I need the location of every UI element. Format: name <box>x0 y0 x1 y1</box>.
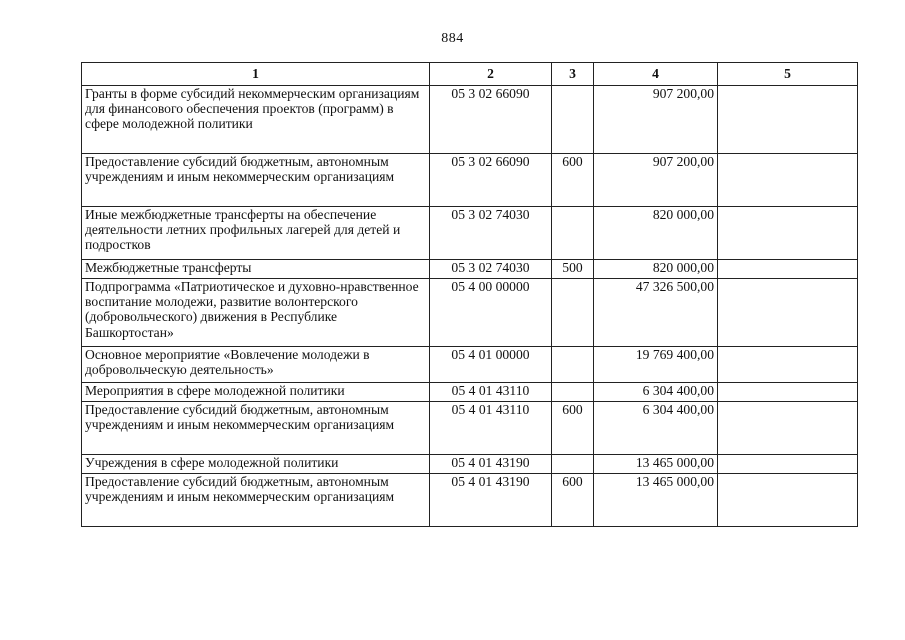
row-kind: 600 <box>552 402 594 455</box>
row-code: 05 3 02 66090 <box>430 154 552 207</box>
budget-table <box>81 62 858 527</box>
row-amount: 13 465 000,00 <box>594 474 718 527</box>
row-kind <box>552 455 594 474</box>
row-code: 05 4 01 43110 <box>430 402 552 455</box>
row-extra <box>718 279 858 347</box>
row-name: Гранты в форме субсидий некоммерческим организациям для финансового обеспечения проектов (программ) в сфере молодежной политики <box>82 86 430 154</box>
row-kind: 600 <box>552 154 594 207</box>
table-row <box>82 86 858 154</box>
row-amount: 820 000,00 <box>594 260 718 279</box>
row-extra <box>718 207 858 260</box>
row-kind: 600 <box>552 474 594 527</box>
row-name: Учреждения в сфере молодежной политики <box>82 455 430 474</box>
row-code: 05 3 02 74030 <box>430 260 552 279</box>
row-amount: 907 200,00 <box>594 86 718 154</box>
table-row <box>82 260 858 279</box>
table-row <box>82 402 858 455</box>
row-extra <box>718 86 858 154</box>
row-kind <box>552 86 594 154</box>
row-extra <box>718 455 858 474</box>
table-row <box>82 347 858 383</box>
row-amount: 19 769 400,00 <box>594 347 718 383</box>
row-amount: 907 200,00 <box>594 154 718 207</box>
row-kind <box>552 347 594 383</box>
header-col-kind: 3 <box>552 63 594 86</box>
table-row <box>82 455 858 474</box>
row-code: 05 4 01 00000 <box>430 347 552 383</box>
page-number: 884 <box>441 31 464 46</box>
row-code: 05 3 02 74030 <box>430 207 552 260</box>
row-kind <box>552 383 594 402</box>
row-kind: 500 <box>552 260 594 279</box>
row-extra <box>718 383 858 402</box>
table-row <box>82 279 858 347</box>
header-col-extra: 5 <box>718 63 858 86</box>
header-col-name: 1 <box>82 63 430 86</box>
row-amount: 6 304 400,00 <box>594 383 718 402</box>
table-row <box>82 154 858 207</box>
row-code: 05 4 01 43190 <box>430 455 552 474</box>
row-extra <box>718 347 858 383</box>
table-row <box>82 207 858 260</box>
row-name: Предоставление субсидий бюджетным, автономным учреждениям и иным некоммерческим организациям <box>82 402 430 455</box>
row-name: Межбюджетные трансферты <box>82 260 430 279</box>
header-col-code: 2 <box>430 63 552 86</box>
row-code: 05 4 01 43190 <box>430 474 552 527</box>
row-extra <box>718 260 858 279</box>
row-code: 05 4 01 43110 <box>430 383 552 402</box>
row-name: Предоставление субсидий бюджетным, автономным учреждениям и иным некоммерческим организациям <box>82 474 430 527</box>
row-name: Мероприятия в сфере молодежной политики <box>82 383 430 402</box>
row-extra <box>718 154 858 207</box>
row-name: Иные межбюджетные трансферты на обеспечение деятельности летних профильных лагерей для детей и подростков <box>82 207 430 260</box>
table-row <box>82 474 858 527</box>
row-amount: 47 326 500,00 <box>594 279 718 347</box>
row-name: Подпрограмма «Патриотическое и духовно-нравственное воспитание молодежи, развитие волонтерского (добровольческого) движения в Республике Башкортостан» <box>82 279 430 347</box>
row-code: 05 4 00 00000 <box>430 279 552 347</box>
row-amount: 820 000,00 <box>594 207 718 260</box>
row-kind <box>552 207 594 260</box>
row-kind <box>552 279 594 347</box>
row-code: 05 3 02 66090 <box>430 86 552 154</box>
row-amount: 13 465 000,00 <box>594 455 718 474</box>
row-extra <box>718 474 858 527</box>
header-row <box>82 63 858 86</box>
header-col-amount: 4 <box>594 63 718 86</box>
row-name: Предоставление субсидий бюджетным, автономным учреждениям и иным некоммерческим организациям <box>82 154 430 207</box>
row-amount: 6 304 400,00 <box>594 402 718 455</box>
row-extra <box>718 402 858 455</box>
table-row <box>82 383 858 402</box>
row-name: Основное мероприятие «Вовлечение молодежи в добровольческую деятельность» <box>82 347 430 383</box>
